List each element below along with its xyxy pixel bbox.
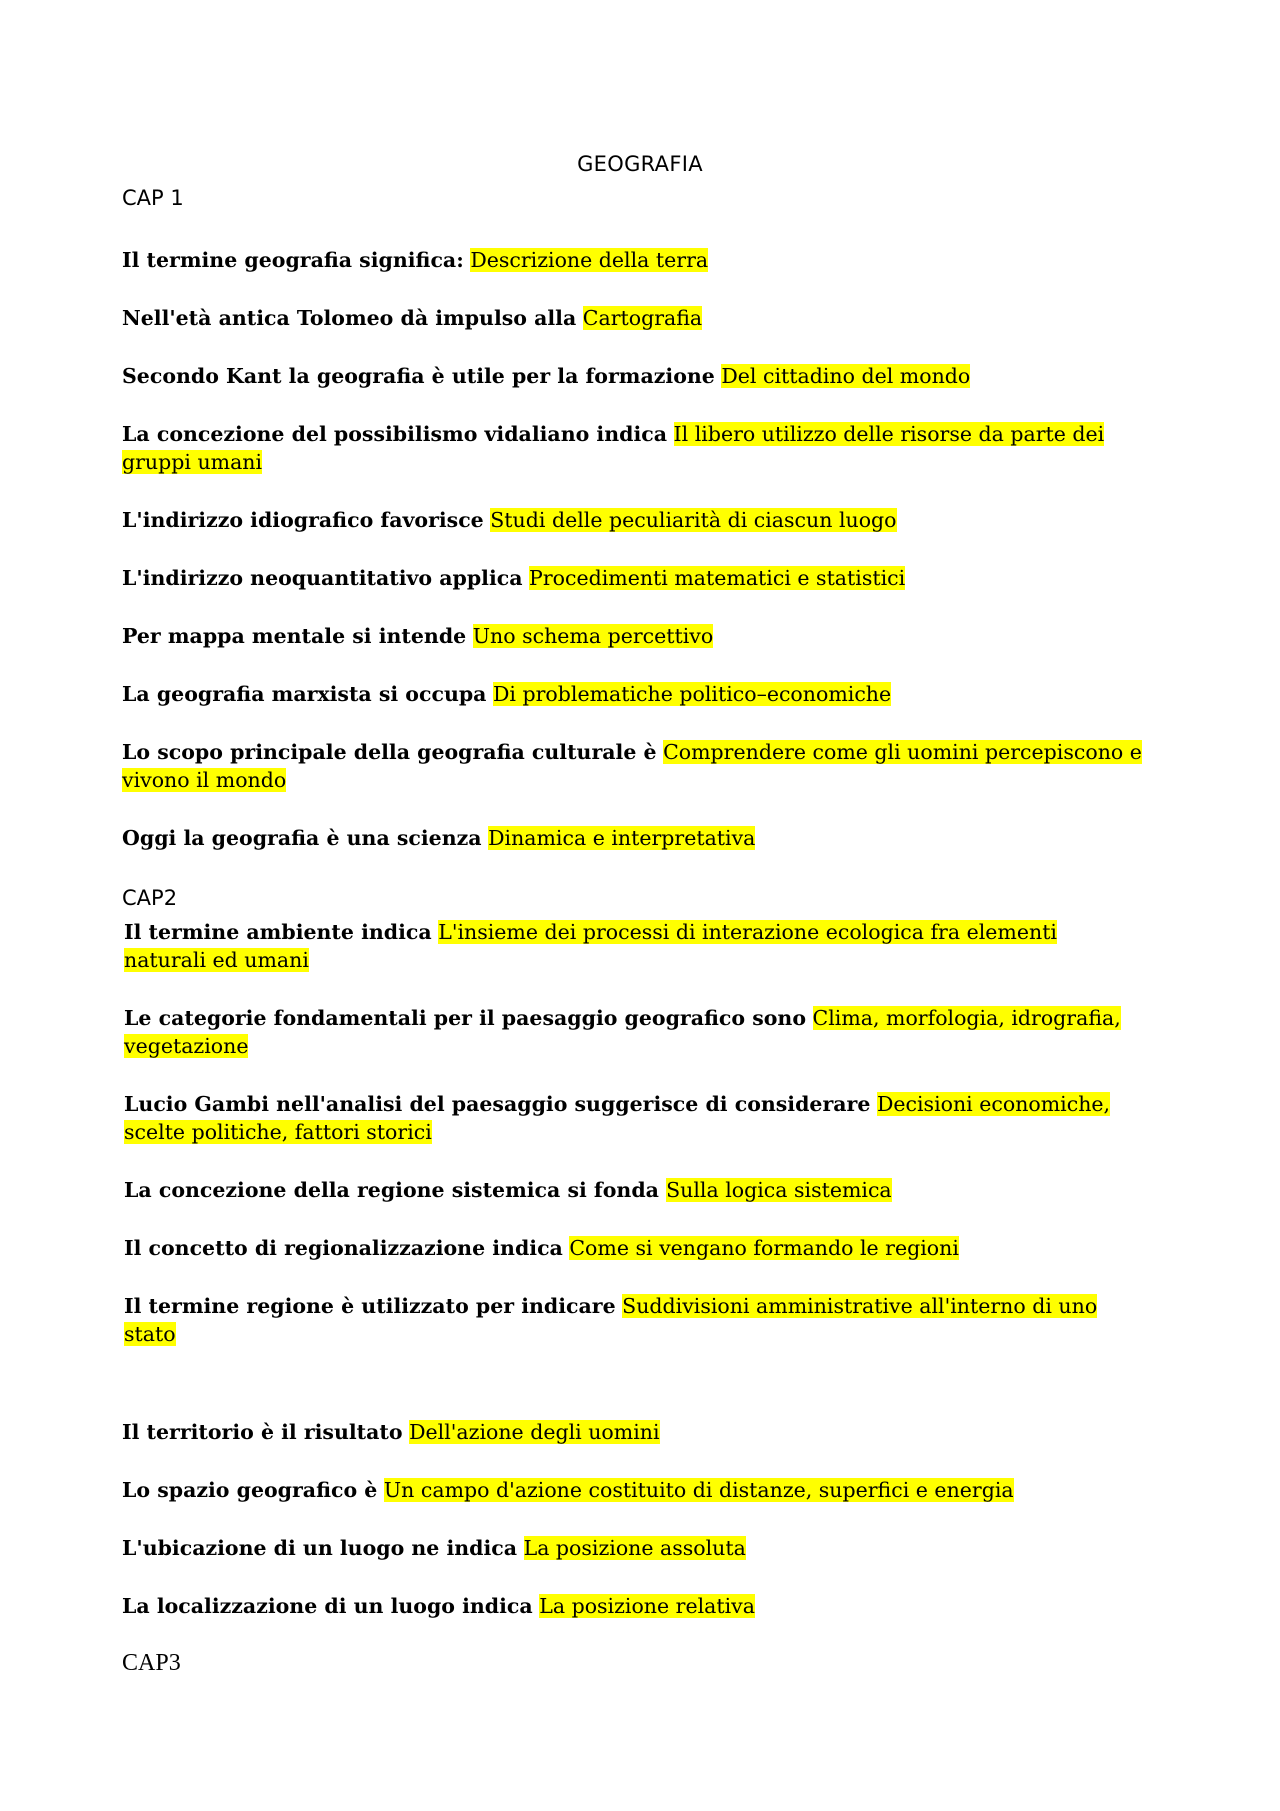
qa-item: [124, 918, 1144, 974]
qa-item: [122, 1592, 1142, 1620]
qa-item: [124, 1234, 1144, 1262]
question-text: Lucio Gambi nell'analisi del paesaggio suggerisce di considerare: [124, 1092, 871, 1116]
question-text: Nell'età antica Tolomeo dà impulso alla: [122, 306, 577, 330]
answer-highlight: La posizione relativa: [539, 1594, 755, 1618]
question-text: L'ubicazione di un luogo ne indica: [122, 1536, 518, 1560]
qa-item: [122, 680, 1142, 708]
qa-item: [122, 1476, 1142, 1504]
cap1-heading: CAP 1: [122, 186, 184, 210]
question-text: L'indirizzo neoquantitativo applica: [122, 566, 523, 590]
qa-item: [122, 824, 1142, 852]
answer-highlight: Del cittadino del mondo: [721, 364, 971, 388]
qa-item: [122, 506, 1142, 534]
question-text: Lo spazio geografico è: [122, 1478, 378, 1502]
qa-item: [122, 362, 1142, 390]
qa-item: [124, 1090, 1144, 1146]
answer-highlight: Il libero utilizzo delle risorse da parte dei gruppi umani: [122, 422, 1105, 474]
answer-highlight: Come si vengano formando le regioni: [569, 1236, 959, 1260]
answer-highlight: La posizione assoluta: [523, 1536, 746, 1560]
qa-item: [122, 1534, 1142, 1562]
qa-item: [122, 738, 1142, 794]
cap3-heading: CAP3: [122, 1650, 181, 1676]
question-text: Il territorio è il risultato: [122, 1420, 403, 1444]
qa-item: [122, 622, 1142, 650]
question-text: Il termine regione è utilizzato per indicare: [124, 1294, 616, 1318]
answer-highlight: Sulla logica sistemica: [666, 1178, 892, 1202]
document-title: GEOGRAFIA: [577, 152, 703, 176]
answer-highlight: Procedimenti matematici e statistici: [529, 566, 906, 590]
answer-highlight: Comprendere come gli uomini percepiscono e vivono il mondo: [122, 740, 1142, 792]
answer-highlight: L'insieme dei processi di interazione ecologica fra elementi naturali ed umani: [124, 920, 1057, 972]
answer-highlight: Decisioni economiche, scelte politiche, fattori storici: [124, 1092, 1111, 1144]
answer-highlight: Dinamica e interpretativa: [488, 826, 756, 850]
qa-item: [122, 564, 1142, 592]
answer-highlight: Suddivisioni amministrative all'interno di uno stato: [124, 1294, 1098, 1346]
question-text: La concezione della regione sistemica si fonda: [124, 1178, 667, 1202]
qa-item: [124, 1292, 1144, 1348]
answer-highlight: Dell'azione degli uomini: [409, 1420, 660, 1444]
answer-highlight: Uno schema percettivo: [472, 624, 714, 648]
question-text: Il termine ambiente indica: [124, 920, 432, 944]
question-text: L'indirizzo idiografico favorisce: [122, 508, 484, 532]
answer-highlight: Studi delle peculiarità di ciascun luogo: [490, 508, 897, 532]
qa-item: [122, 246, 1142, 274]
question-text: La localizzazione di un luogo indica: [122, 1594, 533, 1618]
question-text: Per mappa mentale si intende: [122, 624, 467, 648]
question-text: Il termine geografia significa:: [122, 248, 464, 272]
qa-item: [122, 420, 1142, 476]
answer-highlight: Descrizione della terra: [470, 248, 709, 272]
question-text: Il concetto di regionalizzazione indica: [124, 1236, 563, 1260]
question-text: Secondo Kant la geografia è utile per la formazione: [122, 364, 715, 388]
qa-item: [124, 1176, 1144, 1204]
answer-highlight: Un campo d'azione costituito di distanze, superfici e energia: [383, 1478, 1014, 1502]
cap2-heading: CAP2: [122, 886, 178, 910]
qa-item: [122, 304, 1142, 332]
question-text: Le categorie fondamentali per il paesaggio geografico sono: [124, 1006, 806, 1030]
question-text: Lo scopo principale della geografia culturale è: [122, 740, 657, 764]
question-text: Oggi la geografia è una scienza: [122, 826, 482, 850]
answer-highlight: Di problematiche politico–economiche: [493, 682, 892, 706]
qa-item: [122, 1418, 1142, 1446]
answer-highlight: Cartografia: [582, 306, 703, 330]
question-text: La geografia marxista si occupa: [122, 682, 487, 706]
qa-item: [124, 1004, 1144, 1060]
question-text: La concezione del possibilismo vidaliano indica: [122, 422, 667, 446]
answer-highlight: Clima, morfologia, idrografia, vegetazione: [124, 1006, 1121, 1058]
